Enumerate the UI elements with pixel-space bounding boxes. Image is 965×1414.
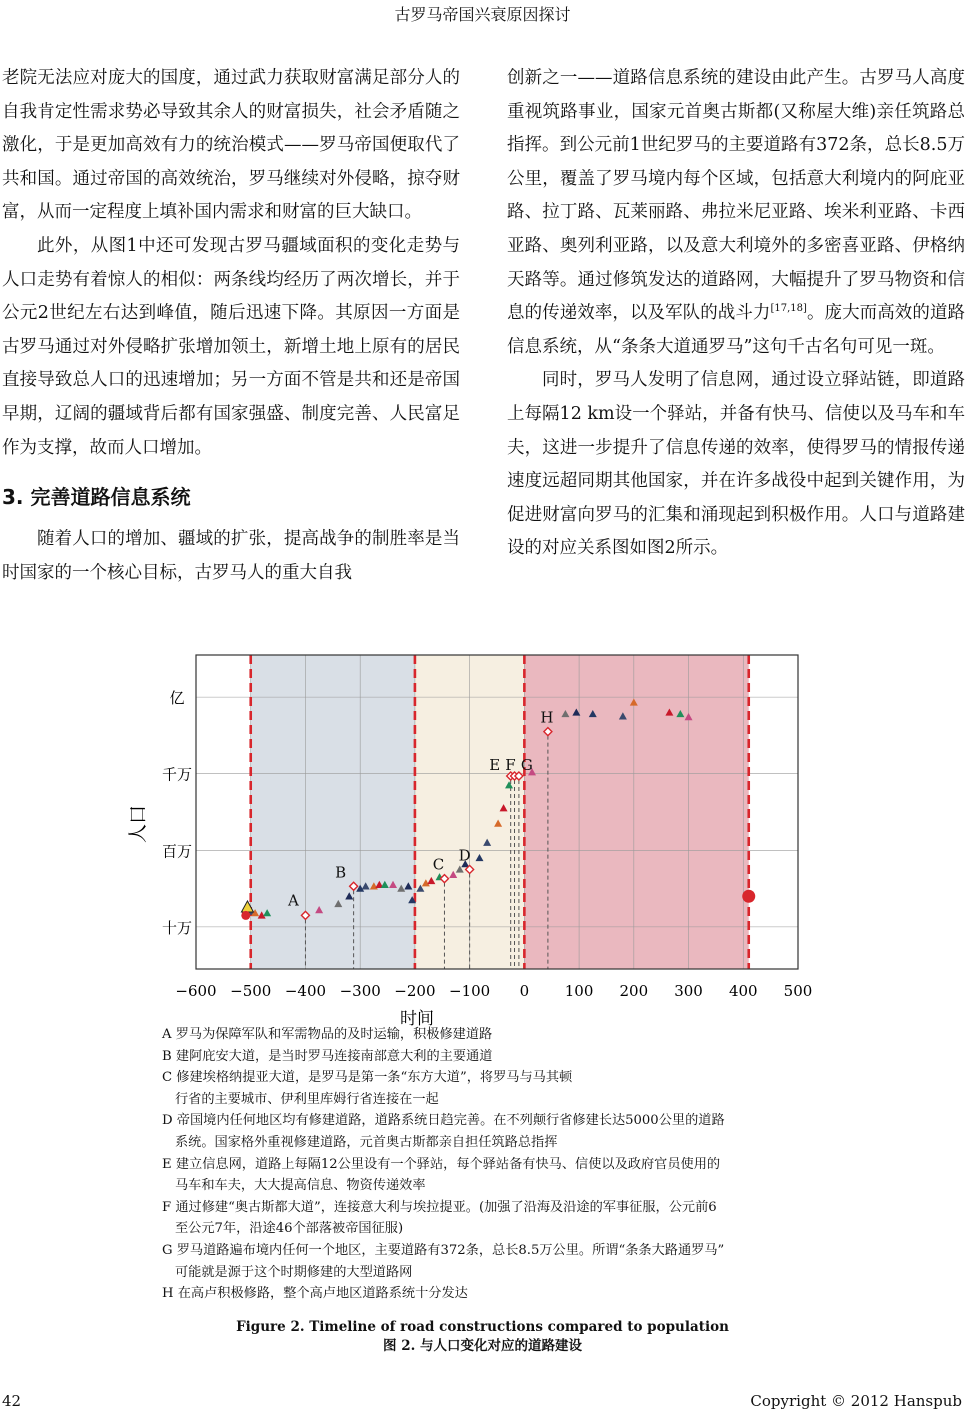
milestone-label: G [520, 756, 533, 775]
x-tick-label: −600 [175, 982, 217, 1000]
citation-ref: [17,18] [770, 303, 807, 315]
x-tick-label: 500 [783, 982, 813, 1000]
milestone-label: D [458, 846, 471, 865]
milestone-label: F [505, 756, 516, 775]
y-level-label: 百万 [161, 842, 193, 861]
x-tick-label: −300 [339, 982, 381, 1000]
legend-item: F 通过修建“奥古斯都大道”，连接意大利与埃拉提亚。(加强了沿海及沿途的军事征服，公元前6 [162, 1199, 717, 1215]
right-paragraph-1-text: 创新之一——道路信息系统的建设由此产生。古罗马人高度重视筑路事业，国家元首奥古斯都(又称屋大维)亲任筑路总指挥。到公元前1世纪罗马的主要道路有372条，总长8.5万公里，覆盖了罗马境内每个区域，包括意大利境内的阿庇亚路、拉丁路、瓦莱丽路、弗拉米尼亚路、埃米利亚路、卡西亚路、奥列利亚路，以及意大利境外的多密喜亚路、伊格纳天路等。通过修筑发达的道路网，大幅提升了罗马物资和信息的传递效率，以及军队的战斗力 [507, 68, 965, 324]
caption-chinese: 图 2. 与人口变化对应的道路建设 [383, 1338, 582, 1354]
section-title: 3. 完善道路信息系统 [2, 485, 191, 510]
right-paragraph-1 [507, 62, 965, 364]
y-level-label: 十万 [161, 918, 193, 937]
x-tick-label: −400 [284, 982, 327, 1000]
legend-item: B 建阿庇安大道，是当时罗马连接南部意大利的主要通道 [162, 1048, 493, 1064]
milestone-label: A [288, 891, 299, 910]
x-tick-label: −500 [230, 982, 272, 1000]
legend-item: A 罗马为保障军队和军需物品的及时运输，积极修建道路 [162, 1027, 493, 1042]
population-point [241, 911, 250, 920]
x-tick-label: 400 [728, 982, 758, 1000]
legend-item: E 建立信息网，道路上每隔12公里设有一个驿站，每个驿站备有快马、信使以及政府官员使用的 [162, 1156, 721, 1172]
x-axis-title: 时间 [400, 1009, 434, 1028]
population-road-chart [120, 648, 820, 1028]
x-tick-label: 200 [619, 982, 649, 1000]
left-column [2, 62, 460, 590]
y-level-labels [162, 689, 192, 937]
legend-item: H 在高卢积极修路，整个高卢地区道路系统十分发达 [162, 1286, 468, 1302]
x-tick-label: 100 [564, 982, 594, 1000]
y-level-label: 千万 [161, 765, 193, 784]
right-column [507, 62, 965, 566]
legend-item: D 帝国境内任何地区均有修建道路，道路系统日趋完善。在不列颠行省修建长达5000公里的道路 [162, 1113, 725, 1129]
x-tick-labels [175, 982, 812, 1000]
left-paragraph-2: 此外，从图1中还可发现古罗马疆域面积的变化走势与人口走势有着惊人的相似：两条线均经历了两次增长，并于公元2世纪左右达到峰值，随后迅速下降。其原因一方面是古罗马通过对外侵略扩张增加领土，新增土地上原有的居民直接导致总人口的迅速增加；另一方面不管是共和还是帝国早期，辽阔的疆域背后都有国家强盛、制度完善、人民富足作为支撑，故而人口增加。 [2, 235, 460, 458]
page-number: 42 [2, 1392, 22, 1410]
milestone-label: E [489, 756, 501, 775]
left-paragraph-1: 老院无法应对庞大的国度，通过武力获取财富满足部分人的自我肯定性需求势必导致其余人的财富损失，社会矛盾随之激化，于是更加高效有力的统治模式——罗马帝国便取代了共和国。通过帝国的高效统治，罗马继续对外侵略，掠夺财富，从而一定程度上填补国内需求和财富的巨大缺口。 [2, 68, 460, 223]
milestone-label: C [432, 855, 445, 874]
period-bands [251, 655, 749, 969]
right-paragraph-2: 同时，罗马人发明了信息网，通过设立驿站链，即道路上每隔12 km设一个驿站，并备有快马、信使以及马车和车夫，这进一步提升了信息传递的效率，使得罗马的情报传递速度远超同期其他国家，并在许多战役中起到关键作用，为促进财富向罗马的汇集和涌现起到积极作用。人口与道路建设的对应关系图如图2所示。 [507, 370, 965, 559]
end-marker [742, 890, 755, 903]
milestone-label: B [335, 863, 347, 882]
legend-item: C 修建埃格纳提亚大道，是罗马是第一条“东方大道”，将罗马与马其顿 [162, 1070, 573, 1086]
figure-caption [0, 1318, 965, 1356]
right-paragraph-1-end: 。庞大而高效的道路信息系统，从“条条大道通罗马”这句千古名句可见一斑。 [507, 303, 965, 357]
legend-item-continued: 系统。国家格外重视修建道路，元首奥古斯都亲自担任筑路总指挥 [175, 1134, 558, 1150]
caption-english: Figure 2. Timeline of road constructions compared to population [236, 1319, 729, 1335]
y-axis-title: 人口 [127, 804, 149, 844]
legend-item-continued: 可能就是源于这个时期修建的大型道路网 [175, 1264, 413, 1280]
x-tick-label: 0 [519, 982, 530, 1000]
legend-item-continued: 马车和车夫，大大提高信息、物资传递效率 [175, 1178, 426, 1194]
running-header: 古罗马帝国兴衰原因探讨 [394, 5, 571, 24]
left-paragraph-3: 随着人口的增加、疆域的扩张，提高战争的制胜率是当时国家的一个核心目标，古罗马人的重大自我 [2, 529, 460, 583]
x-tick-label: −100 [449, 982, 491, 1000]
x-tick-label: −200 [394, 982, 436, 1000]
x-tick-label: 300 [674, 982, 703, 1000]
period-band [524, 655, 748, 969]
y-level-label: 亿 [169, 689, 185, 708]
legend-item-continued: 至公元7年，沿途46个部落被帝国征服) [175, 1221, 404, 1237]
legend-item-continued: 行省的主要城市、伊利里库姆行省连接在一起 [175, 1091, 439, 1107]
copyright: Copyright © 2012 Hanspub [750, 1392, 962, 1410]
milestone-legend [162, 1024, 862, 1305]
legend-item: G 罗马道路遍布境内任何一个地区，主要道路有372条，总长8.5万公里。所谓“条条大路通罗马” [162, 1242, 725, 1258]
milestone-label: H [540, 708, 554, 727]
period-band [251, 655, 415, 969]
